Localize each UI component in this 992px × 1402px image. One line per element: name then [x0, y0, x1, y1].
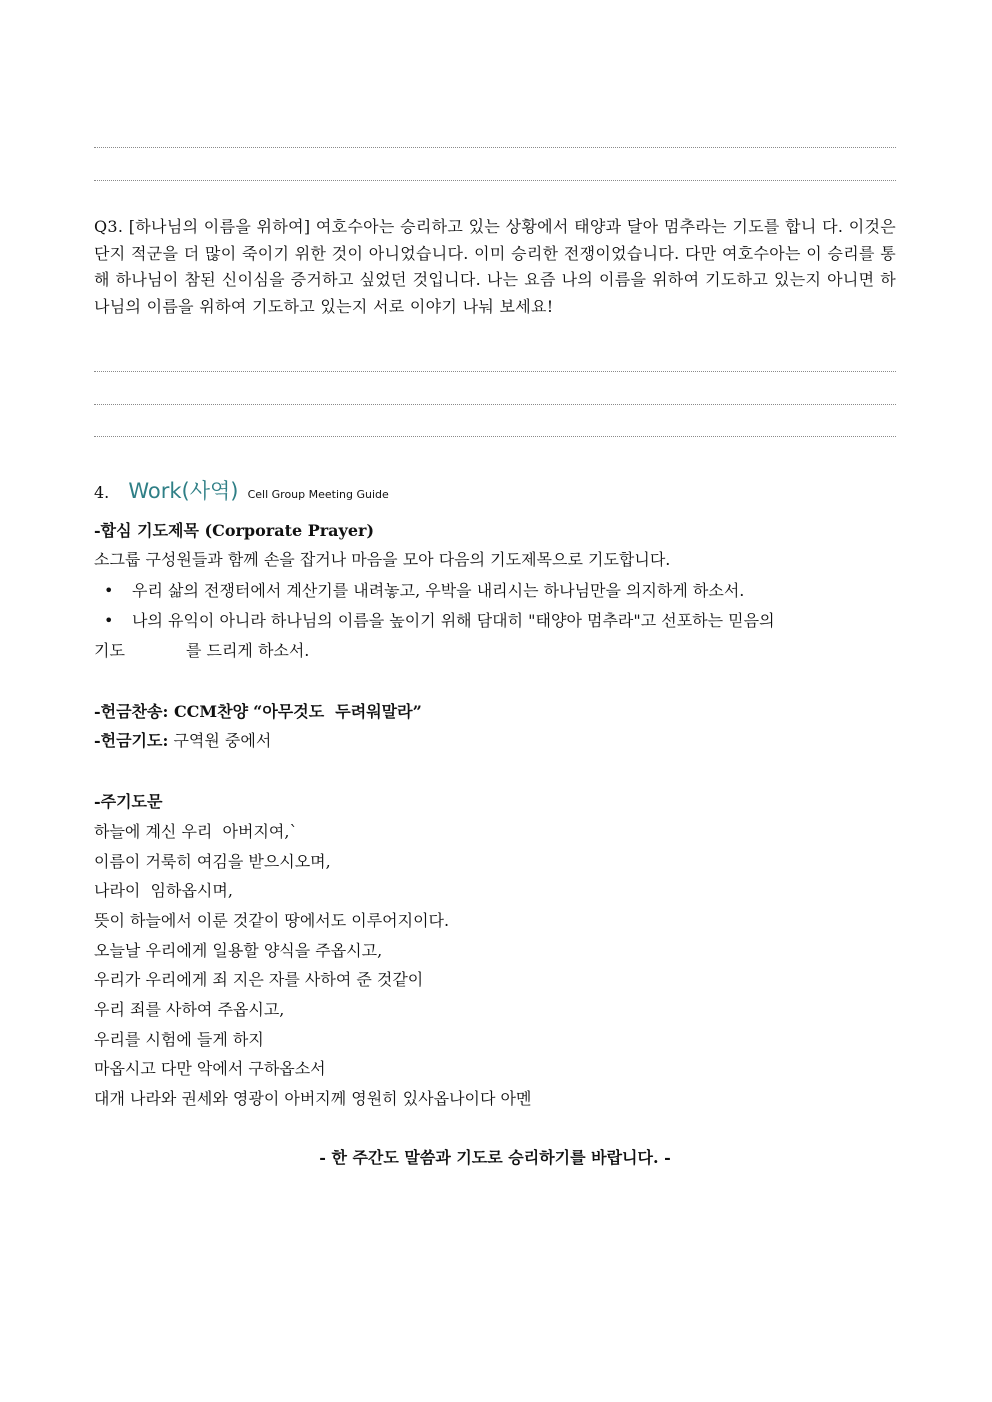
lords-prayer-line: 나라이 임하옵시며, [94, 881, 233, 900]
offering-prayer-value: 구역원 중에서 [173, 731, 272, 750]
prayer-intro: 소그룹 구성원들과 함께 손을 잡거나 마음을 모아 다음의 기도제목으로 기도합니다. [94, 550, 671, 569]
prayer-bullet-text: 우리 삶의 전쟁터에서 계산기를 내려놓고, 우박을 내리시는 하나님만을 의지하게 하소서. [132, 581, 745, 600]
lords-prayer-line: 우리 죄를 사하여 주옵시고, [94, 1000, 285, 1019]
prayer-bullet-continuation: 기도 를 드리게 하소서. [94, 641, 310, 660]
lords-prayer-line: 하늘에 계신 우리 아버지여,` [94, 822, 298, 841]
prayer-bullet [104, 578, 744, 601]
lords-prayer-line: 우리를 시험에 들게 하지 [94, 1030, 264, 1049]
section-number: 4. [94, 483, 110, 502]
section-subtitle: Cell Group Meeting Guide [247, 488, 389, 501]
answer-line [94, 436, 896, 437]
offering-song [94, 699, 422, 722]
bullet-icon: • [104, 611, 114, 630]
lords-prayer-line: 우리가 우리에게 죄 지은 자를 사하여 준 것같이 [94, 970, 424, 989]
prayer-bullet-text: 나의 유익이 아니라 하나님의 이름을 높이기 위해 담대히 "태양아 멈추라"고 선포하는 믿음의 [132, 611, 775, 630]
answer-line [94, 404, 896, 405]
offering-song-label: -헌금찬송: CCM찬양 [94, 702, 249, 721]
lords-prayer-heading: -주기도문 [94, 792, 163, 811]
lords-prayer-line: 이름이 거룩히 여김을 받으시오며, [94, 852, 331, 871]
prayer-heading: -합심 기도제목 (Corporate Prayer) [94, 521, 375, 540]
prayer-bullet [104, 608, 775, 631]
offering-prayer [94, 728, 271, 751]
lords-prayer-line: 마옵시고 다만 악에서 구하옵소서 [94, 1059, 326, 1078]
lords-prayer-line: 오늘날 우리에게 일용할 양식을 주옵시고, [94, 941, 383, 960]
offering-prayer-label: -헌금기도: [94, 731, 169, 750]
closing-message: - 한 주간도 말씀과 기도로 승리하기를 바랍니다. - [319, 1148, 671, 1167]
answer-line [94, 371, 896, 372]
section-4-heading [94, 475, 389, 505]
offering-song-title: “아무것도 두려워말라” [253, 702, 422, 721]
lords-prayer-line: 대개 나라와 권세와 영광이 아버지께 영원히 있사옵나이다 아멘 [94, 1089, 532, 1108]
answer-line [94, 180, 896, 181]
lords-prayer-line: 뜻이 하늘에서 이룬 것같이 땅에서도 이루어지이다. [94, 911, 450, 930]
bullet-icon: • [104, 581, 114, 600]
answer-line [94, 147, 896, 148]
question-3: Q3. [하나님의 이름을 위하여] 여호수아는 승리하고 있는 상황에서 태양과 달아 멈추라는 기도를 합니 다. 이것은 단지 적군을 더 많이 죽이기 위한 것이 아니었습니다. 이미 승리한 전쟁이었습니다. 다만 여호수아는 이 승리를 통해 하나님이 참된 신이심을 증거하고 싶었던 것입니다. 나는 요즘 나의 이름을 위하여 기도하고 있는지 아니면 하나님의 이름을 위하여 기도하고 있는지 서로 이야기 나눠 보세요! [94, 217, 896, 316]
section-title: Work(사역) [128, 479, 239, 503]
